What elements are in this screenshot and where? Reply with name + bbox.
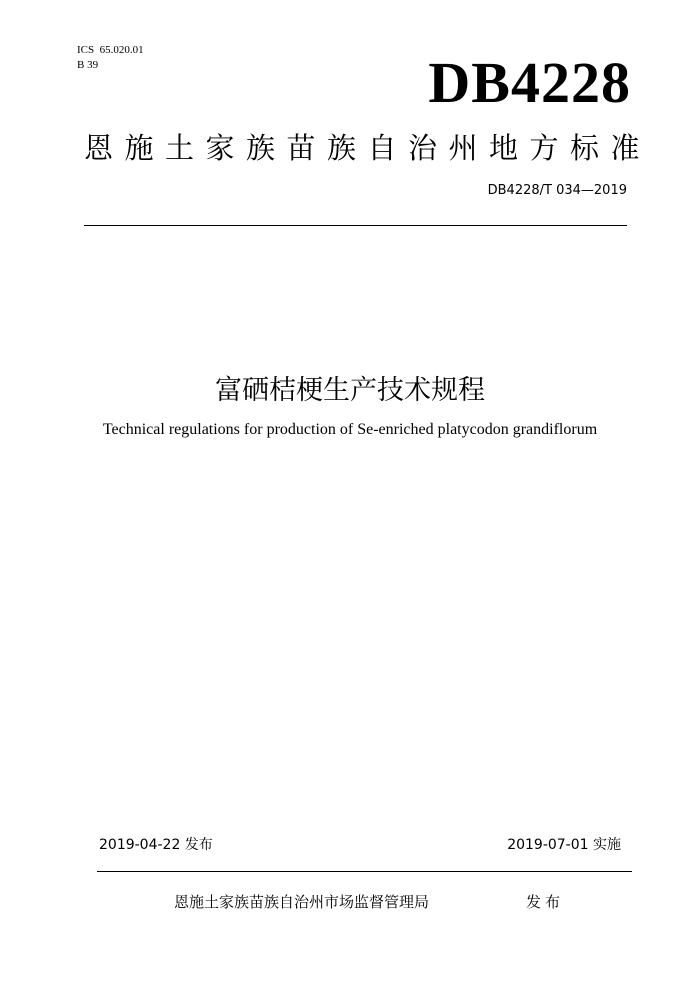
standard-code: DB4228 — [428, 50, 631, 115]
implementation-date: 2019-07-01 实施 — [507, 837, 621, 853]
classification-codes — [77, 43, 144, 73]
document-title-chinese: 富硒桔梗生产技术规程 — [215, 375, 485, 406]
top-divider — [84, 225, 627, 226]
issue-date: 2019-04-22 发布 — [99, 837, 213, 853]
document-title-english: Technical regulations for production of Se-enriched platycodon grandiflorum — [102, 421, 598, 438]
bottom-divider — [97, 871, 632, 872]
ics-code: ICS 65.020.01 — [77, 44, 144, 56]
standard-number: DB4228/T 034—2019 — [487, 183, 627, 198]
region-title: 恩施土家族苗族自治州地方标准 — [84, 131, 652, 165]
ccs-code: B 39 — [77, 59, 99, 71]
issuing-authority: 恩施土家族苗族自治州市场监督管理局 — [174, 893, 430, 911]
issuing-authority-suffix: 发布 — [526, 893, 565, 911]
